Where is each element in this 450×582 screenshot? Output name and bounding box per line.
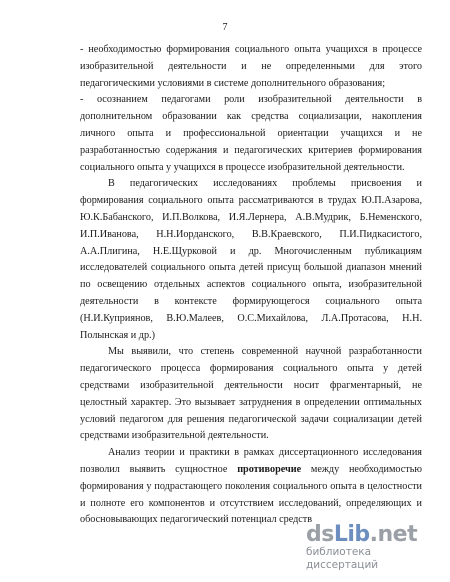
paragraph-text-before: Анализ теории и практики в рамках диссертационного исследования позволил выявить сущностное — [80, 447, 422, 475]
paragraph — [80, 445, 422, 529]
dslib-watermark[interactable] — [306, 524, 436, 572]
paragraph — [80, 176, 422, 344]
watermark-subtitle: библиотека диссертаций — [306, 546, 379, 571]
watermark-logo — [306, 524, 436, 546]
page-number: 7 — [222, 22, 228, 33]
document-body — [80, 42, 422, 529]
paragraph: - осознанием педагогами роли изобразительной деятельности в дополнительном образовании как средства социализации, накопления личного опыта и профессиональной ориентации учащихся и не разработанностью содержания и педагогических критериев формирования социального опыта у учащихся в процессе изобразительной деятельности. — [80, 94, 422, 173]
paragraph — [80, 344, 422, 445]
emphasis-term: противоречие — [237, 463, 302, 475]
logo-net: .net — [369, 522, 418, 547]
paragraph-text-after: между необходимостью формирования у подрастающего поколения социального опыта в целостности и полноте его компонентов и отсутствием исследований, определяющих и обосновывающих педагогический потенциал средств — [80, 463, 422, 526]
paragraph-text: В педагогических исследованиях проблемы присвоения и формирования социального опыта рассматриваются в трудах Ю.П.Азарова, Ю.К.Бабанского, И.П.Волкова, И.Я.Лернера, А.В.Мудрик, Б.Неменского, И.П.Иванова, Н.Н.Иорданского, В.В.Краевского, П.И.Пидкасистого, А.А.Плигина, Н.Е.Щурковой и др. Многочисленным публикациям исследователей социального опыта детей присущ большой диапазон мнений по освещению отдельных аспектов социального опыта, изобразительной деятельности в контексте формирующегося социального опыта (Н.И.Куприянов, В.Ю.Малеев, О.С.Михайлова, Л.А.Протасова, Н.Н. Полынская и др.) — [80, 178, 422, 341]
paragraph-text: Мы выявили, что степень современной научной разработанности педагогического процесса формирования социального опыта у детей средствами изобразительной деятельности носит фрагментарный, не целостный характер. Это вызывает затруднения в определении оптимальных условий педагогом для решения педагогической задачи социализации детей средствами изобразительной деятельности. — [80, 346, 422, 442]
paragraph: - необходимостью формирования социального опыта учащихся в процессе изобразительной деятельности и не определенными для этого педагогическими условиями в системе дополнительного образования; — [80, 44, 422, 89]
logo-ds: ds — [306, 522, 334, 547]
logo-lib: Lib — [333, 522, 370, 547]
